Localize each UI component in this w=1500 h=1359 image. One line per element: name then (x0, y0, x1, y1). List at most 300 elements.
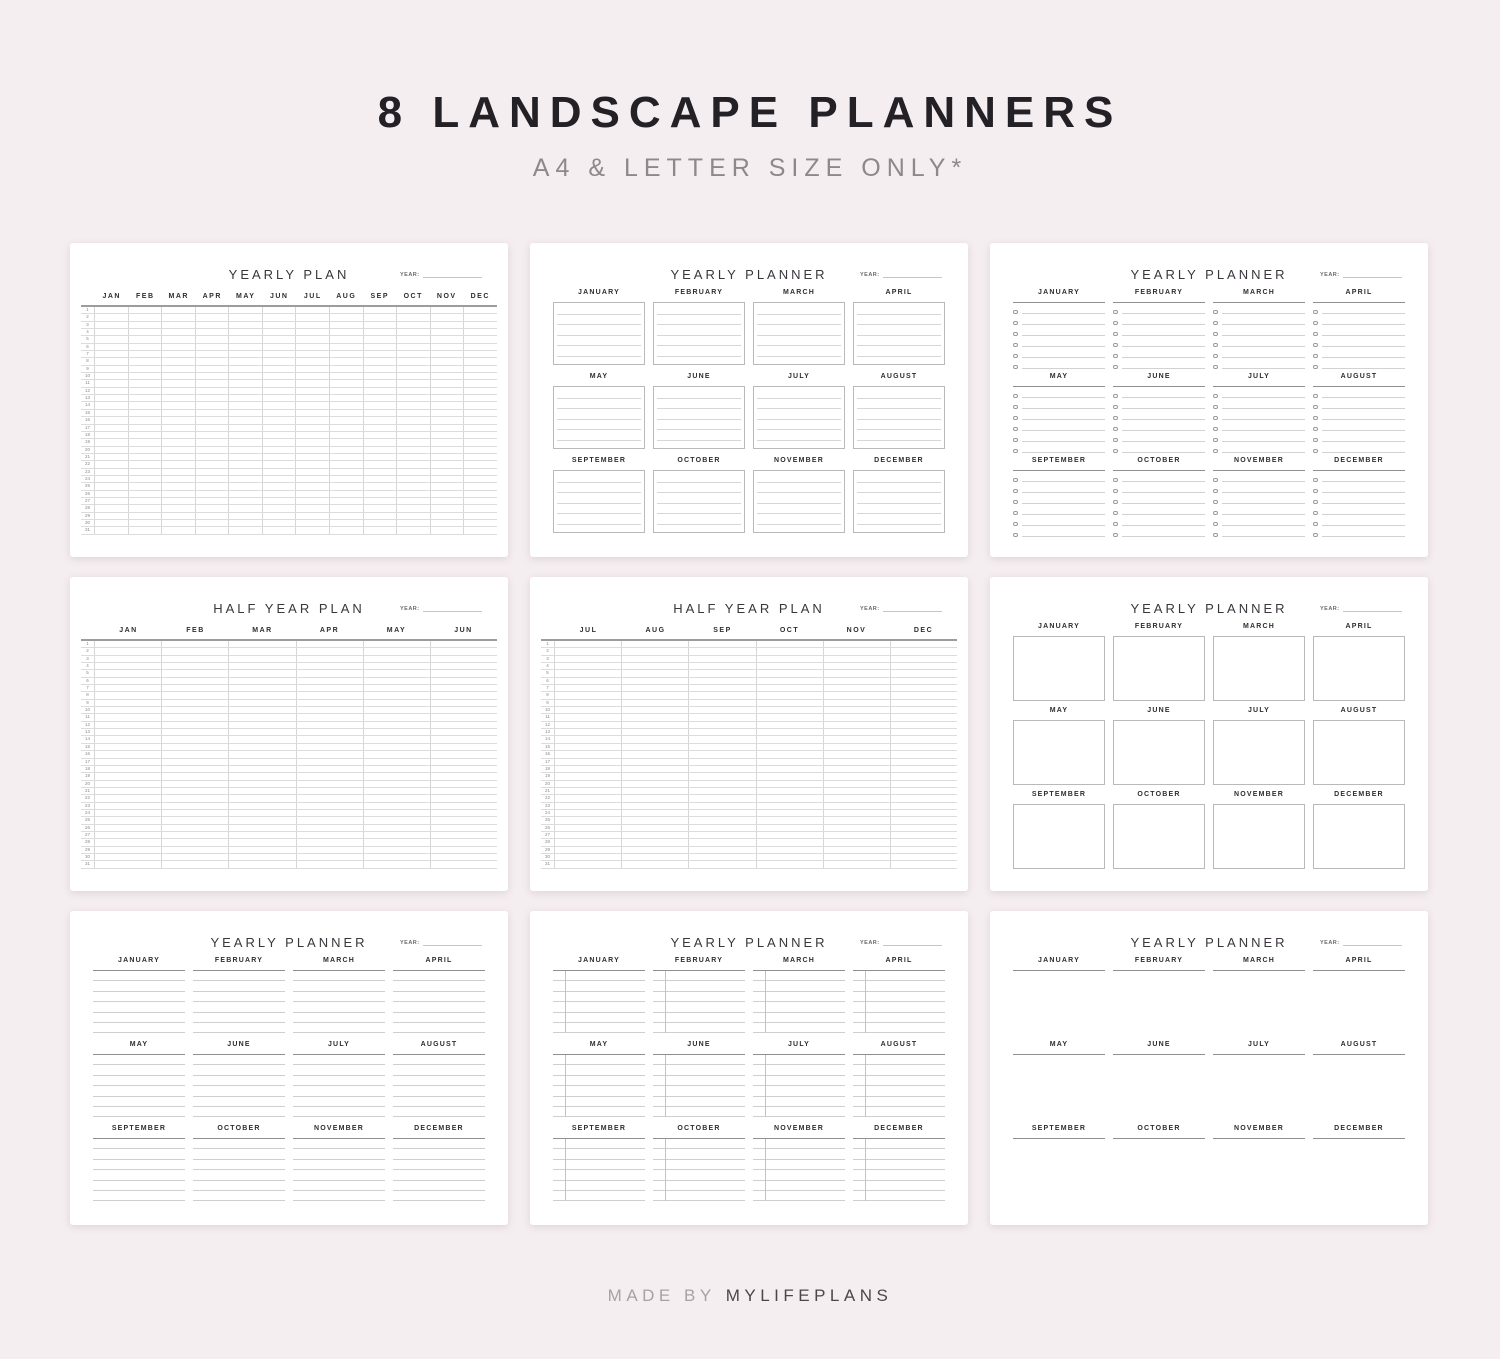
day-row (541, 839, 957, 846)
notes-line (857, 314, 941, 315)
day-row (81, 803, 497, 810)
day-cell (95, 380, 129, 386)
day-cell (622, 854, 689, 860)
day-cell (891, 670, 957, 676)
month-notes-box (553, 302, 645, 365)
day-cell (431, 839, 497, 845)
month-notes-box (853, 302, 945, 365)
day-cell (689, 817, 756, 823)
day-cell (689, 773, 756, 779)
day-cell (555, 766, 622, 772)
notes-line (857, 429, 941, 430)
day-cell (330, 461, 364, 467)
day-cell (95, 773, 162, 779)
day-row (81, 663, 497, 670)
notes-line (753, 1107, 845, 1117)
notes-lines (193, 1139, 285, 1201)
year-field (1320, 272, 1402, 278)
checklist-row (1313, 482, 1405, 493)
month-column-header: JUL (579, 627, 598, 634)
month-block (193, 1041, 285, 1125)
day-cell (129, 469, 163, 475)
notes-line (93, 1002, 185, 1012)
month-label: SEPTEMBER (571, 457, 627, 464)
month-label: JULY (327, 1041, 351, 1048)
day-cell (95, 861, 162, 867)
notes-lines (293, 971, 385, 1033)
day-cell (364, 388, 398, 394)
day-row (541, 759, 957, 766)
notes-line (553, 1013, 645, 1023)
notes-line (657, 524, 741, 525)
day-number: 22 (541, 795, 555, 801)
checklist-line (1022, 452, 1105, 453)
day-number: 2 (81, 648, 95, 654)
month-column-header: JAN (102, 293, 121, 300)
day-cell (196, 351, 230, 357)
day-cell (891, 685, 957, 691)
notes-lines (553, 971, 645, 1033)
day-cell (196, 402, 230, 408)
day-cell (397, 395, 431, 401)
month-underline (1313, 970, 1405, 971)
day-cell (757, 670, 824, 676)
month-label: MAY (1049, 1041, 1069, 1048)
day-cell (162, 678, 229, 684)
day-cell (397, 425, 431, 431)
day-cell (129, 410, 163, 416)
day-cell (891, 751, 957, 757)
day-cell (364, 498, 398, 504)
day-cell (162, 336, 196, 342)
day-cell (891, 803, 957, 809)
day-cell (689, 781, 756, 787)
month-underline (1013, 1054, 1105, 1055)
footer-brand-name: MYLIFEPLANS (725, 1286, 893, 1305)
day-cell (397, 483, 431, 489)
day-row (81, 307, 497, 314)
day-cell (95, 513, 129, 519)
checklist-line (1322, 452, 1405, 453)
month-column-header: OCT (779, 627, 800, 634)
day-cell (824, 766, 891, 772)
day-cell (757, 810, 824, 816)
day-number: 16 (541, 751, 555, 757)
month-label: JANUARY (578, 957, 620, 964)
day-table-header-row (541, 627, 957, 634)
day-cell (464, 388, 497, 394)
year-field (400, 272, 482, 278)
day-cell (162, 344, 196, 350)
day-cell (263, 454, 297, 460)
month-block (753, 457, 845, 541)
day-cell (464, 498, 497, 504)
vertical-divider-line (765, 971, 766, 1033)
day-cell (622, 839, 689, 845)
notes-line (553, 1139, 645, 1149)
notes-line (753, 1160, 845, 1170)
day-cell (263, 505, 297, 511)
day-cell (397, 344, 431, 350)
notes-line (553, 1160, 645, 1170)
day-cell (397, 505, 431, 511)
day-cell (129, 417, 163, 423)
notes-line (93, 1107, 185, 1117)
day-cell (364, 714, 431, 720)
day-table (541, 627, 957, 869)
day-cell (229, 722, 296, 728)
day-row (541, 773, 957, 780)
checklist-row (1013, 504, 1105, 515)
day-cell (162, 425, 196, 431)
checklist-row (1313, 325, 1405, 336)
day-cell (162, 520, 196, 526)
day-cell (364, 469, 398, 475)
day-cell (555, 670, 622, 676)
day-cell (196, 476, 230, 482)
month-underline (1313, 1138, 1405, 1139)
day-row (81, 432, 497, 439)
day-cell (364, 439, 398, 445)
day-cell (263, 380, 297, 386)
month-label: OCTOBER (217, 1125, 261, 1132)
notes-line (557, 314, 641, 315)
month-label: MARCH (322, 957, 356, 964)
notes-lines (553, 1055, 645, 1117)
day-cell (431, 656, 497, 662)
day-row (541, 714, 957, 721)
day-cell (263, 527, 297, 533)
notes-line (553, 1023, 645, 1033)
notes-line (753, 1181, 845, 1191)
month-label: FEBRUARY (1134, 623, 1184, 630)
notes-line (753, 1002, 845, 1012)
day-cell (689, 788, 756, 794)
notes-line (853, 1086, 945, 1096)
day-cell (297, 759, 364, 765)
day-cell (364, 447, 398, 453)
notes-line (753, 1191, 845, 1201)
checkbox-circle-icon (1113, 449, 1118, 454)
month-block (1313, 791, 1405, 875)
notes-line (393, 992, 485, 1002)
notes-line (853, 1013, 945, 1023)
month-label: MARCH (1242, 957, 1276, 964)
checklist-line (1022, 368, 1105, 369)
day-row (541, 700, 957, 707)
day-cell (364, 817, 431, 823)
month-block (853, 1041, 945, 1125)
month-label: SEPTEMBER (1031, 457, 1087, 464)
month-block (293, 1041, 385, 1125)
day-row (81, 648, 497, 655)
month-grid (1013, 957, 1405, 1209)
notes-line (657, 408, 741, 409)
day-cell (464, 322, 497, 328)
checkbox-circle-icon (1013, 449, 1018, 454)
day-cell (297, 656, 364, 662)
day-cell (824, 722, 891, 728)
day-cell (330, 380, 364, 386)
day-cell (364, 395, 398, 401)
day-cell (162, 663, 229, 669)
notes-line (753, 1139, 845, 1149)
notes-lines (393, 1139, 485, 1201)
day-cell (162, 744, 229, 750)
day-row (541, 788, 957, 795)
month-notes-box (653, 386, 745, 449)
day-row (541, 685, 957, 692)
day-cell (364, 736, 431, 742)
day-cell (263, 395, 297, 401)
notes-line (653, 971, 745, 981)
day-number: 16 (81, 751, 95, 757)
day-row (541, 729, 957, 736)
day-cell (364, 491, 398, 497)
month-notes-box (553, 386, 645, 449)
day-cell (622, 795, 689, 801)
day-cell (330, 336, 364, 342)
notes-line (653, 1013, 745, 1023)
month-column-header: APR (319, 627, 340, 634)
day-cell (464, 505, 497, 511)
day-number: 30 (81, 520, 95, 526)
day-cell (129, 513, 163, 519)
notes-line (753, 1170, 845, 1180)
day-cell (824, 854, 891, 860)
day-cell (129, 491, 163, 497)
day-number: 16 (81, 417, 95, 423)
notes-line (753, 1065, 845, 1075)
day-number: 5 (81, 336, 95, 342)
month-label: APRIL (1345, 623, 1373, 630)
day-cell (891, 736, 957, 742)
day-number: 13 (541, 729, 555, 735)
day-cell (162, 751, 229, 757)
day-cell (622, 678, 689, 684)
checklist-row (1013, 442, 1105, 453)
checklist-row (1313, 358, 1405, 369)
day-cell (263, 388, 297, 394)
card-title: YEARLY PLANNER (670, 267, 828, 282)
day-cell (431, 483, 465, 489)
checklist-row (1313, 409, 1405, 420)
day-cell (95, 648, 162, 654)
month-notes-box (1313, 804, 1405, 869)
month-block (1213, 1041, 1305, 1125)
notes-line (557, 524, 641, 525)
notes-line (93, 992, 185, 1002)
month-underline (1013, 1138, 1105, 1139)
day-cell (296, 373, 330, 379)
notes-line (393, 1013, 485, 1023)
day-cell (263, 520, 297, 526)
day-row (541, 861, 957, 868)
notes-line (853, 1002, 945, 1012)
checklist-row (1013, 431, 1105, 442)
day-cell (95, 656, 162, 662)
day-cell (364, 410, 398, 416)
day-cell (622, 736, 689, 742)
day-row (541, 707, 957, 714)
day-cell (364, 825, 431, 831)
day-cell (622, 759, 689, 765)
month-block (1113, 707, 1205, 791)
day-cell (162, 498, 196, 504)
notes-line (653, 1023, 745, 1033)
day-cell (431, 447, 465, 453)
day-cell (431, 751, 497, 757)
notes-line (557, 408, 641, 409)
month-block (553, 957, 645, 1041)
year-label: YEAR: (860, 940, 880, 946)
day-row (81, 329, 497, 336)
month-notes-box (1113, 720, 1205, 785)
day-cell (757, 722, 824, 728)
month-block (653, 957, 745, 1041)
day-row (81, 766, 497, 773)
day-cell (229, 447, 263, 453)
day-cell (824, 714, 891, 720)
day-number: 8 (541, 692, 555, 698)
day-cell (129, 336, 163, 342)
day-cell (162, 781, 229, 787)
day-cell (229, 854, 296, 860)
day-cell (431, 817, 497, 823)
day-cell (689, 736, 756, 742)
notes-lines (853, 1055, 945, 1117)
day-table-body (81, 639, 497, 869)
notes-line (193, 992, 285, 1002)
day-row (81, 854, 497, 861)
day-cell (397, 520, 431, 526)
day-row (81, 513, 497, 520)
day-row (81, 461, 497, 468)
checklist-row (1213, 387, 1305, 398)
day-cell (95, 678, 162, 684)
day-cell (364, 641, 431, 647)
year-field (400, 606, 482, 612)
month-label: JANUARY (1038, 957, 1080, 964)
notes-line (557, 429, 641, 430)
notes-line (757, 419, 841, 420)
month-block (1213, 289, 1305, 373)
month-label: DECEMBER (874, 1125, 924, 1132)
checklist-row (1213, 442, 1305, 453)
card-title: HALF YEAR PLAN (673, 601, 825, 616)
day-row (81, 454, 497, 461)
day-row (81, 714, 497, 721)
month-block (1113, 1041, 1205, 1125)
year-blank-line (1343, 940, 1402, 946)
day-cell (229, 322, 263, 328)
day-row (541, 825, 957, 832)
day-cell (263, 373, 297, 379)
month-block (193, 1125, 285, 1209)
day-cell (297, 729, 364, 735)
year-blank-line (423, 940, 482, 946)
day-cell (431, 454, 465, 460)
day-cell (263, 425, 297, 431)
checklist-row (1313, 336, 1405, 347)
day-cell (364, 656, 431, 662)
vertical-divider-line (865, 971, 866, 1033)
month-block (1313, 1125, 1405, 1209)
day-cell (196, 314, 230, 320)
day-cell (162, 439, 196, 445)
day-cell (824, 773, 891, 779)
month-grid (553, 957, 945, 1209)
month-block (753, 289, 845, 373)
checkbox-circle-icon (1313, 449, 1318, 454)
notes-line (557, 345, 641, 346)
day-cell (431, 425, 465, 431)
day-cell (162, 432, 196, 438)
notes-line (553, 1086, 645, 1096)
day-number: 3 (81, 322, 95, 328)
day-cell (689, 751, 756, 757)
notes-line (93, 1076, 185, 1086)
day-cell (95, 670, 162, 676)
checkbox-circle-icon (1013, 365, 1018, 370)
day-cell (689, 700, 756, 706)
notes-line (657, 482, 741, 483)
day-cell (229, 839, 296, 845)
month-label: AUGUST (420, 1041, 458, 1048)
day-cell (297, 839, 364, 845)
day-cell (229, 663, 296, 669)
day-cell (689, 810, 756, 816)
day-row (81, 469, 497, 476)
day-cell (263, 432, 297, 438)
day-cell (757, 663, 824, 669)
day-cell (364, 847, 431, 853)
month-block (1013, 289, 1105, 373)
notes-line (553, 1065, 645, 1075)
day-cell (95, 417, 129, 423)
checklist-row (1013, 303, 1105, 314)
month-grid (1013, 623, 1405, 875)
notes-line (393, 1023, 485, 1033)
day-cell (263, 513, 297, 519)
day-cell (431, 670, 497, 676)
day-cell (689, 839, 756, 845)
day-cell (297, 744, 364, 750)
day-cell (129, 380, 163, 386)
notes-line (393, 1055, 485, 1065)
checklist-row (1113, 336, 1205, 347)
month-underline (1013, 970, 1105, 971)
day-cell (891, 759, 957, 765)
day-cell (162, 505, 196, 511)
day-row (541, 781, 957, 788)
day-cell (296, 410, 330, 416)
day-cell (431, 744, 497, 750)
card-title: YEARLY PLAN (228, 267, 350, 282)
day-cell (364, 351, 398, 357)
day-cell (622, 847, 689, 853)
day-cell (431, 648, 497, 654)
day-cell (891, 817, 957, 823)
notes-line (193, 1002, 285, 1012)
day-cell (464, 314, 497, 320)
notes-line (293, 1191, 385, 1201)
checklist-row (1113, 471, 1205, 482)
month-label: JULY (1247, 373, 1271, 380)
day-cell (555, 685, 622, 691)
day-cell (397, 469, 431, 475)
notes-line (293, 1170, 385, 1180)
